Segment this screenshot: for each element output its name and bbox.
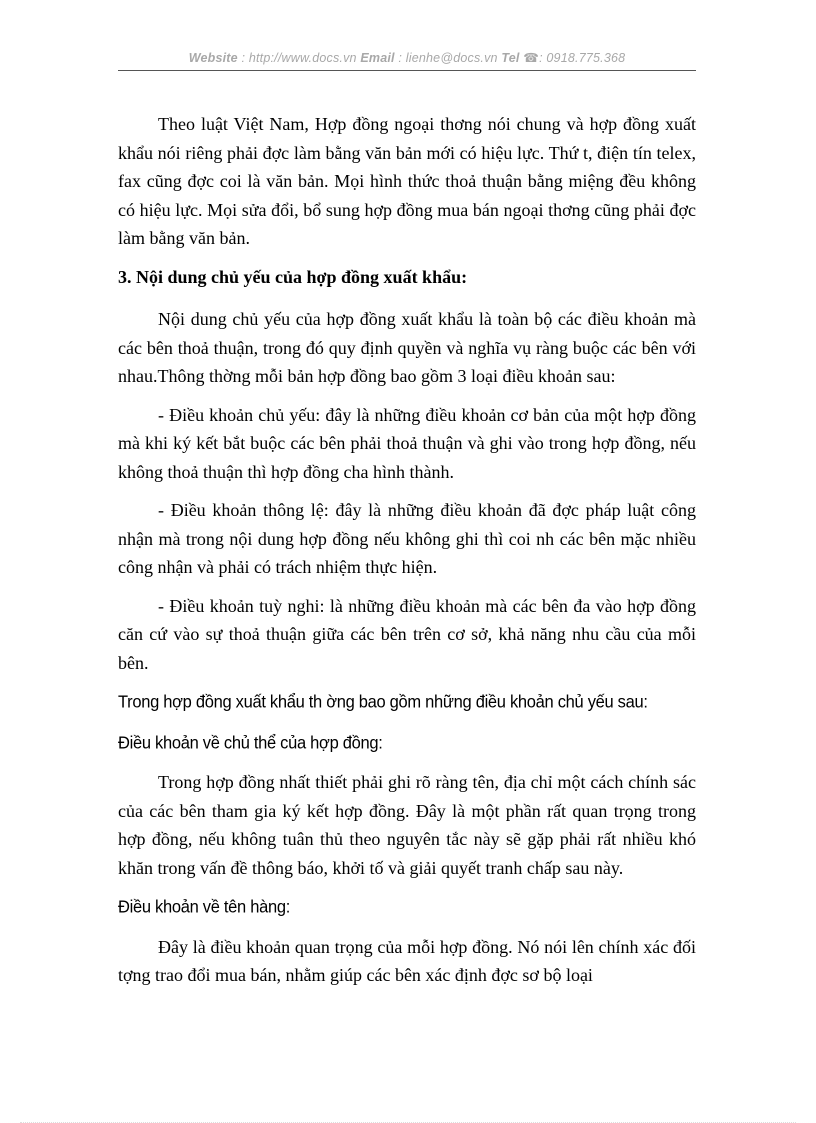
paragraph: Trong hợp đồng nhất thiết phải ghi rõ ràng tên, địa chỉ một cách chính sác của các bên tham gia ký kết hợp đồng. Đây là một phần rất quan trọng trong hợp đồng, nếu không tuân thủ theo nguyên tắc này sẽ gặp phải rất nhiều khó khăn trong vấn đề thông báo, khởi tố và giải quyết tranh chấp sau này. [118,772,696,878]
paragraph: Nội dung chủ yếu của hợp đồng xuất khẩu là toàn bộ các điều khoản mà các bên thoả thuận, trong đó quy định quyền và nghĩa vụ ràng buộc các bên với nhau.Thông thờng mỗi bản hợp đồng bao gồm 3 loại điều khoản sau: [118,309,696,386]
paragraph: - Điều khoản tuỳ nghi: là những điều khoản mà các bên đa vào hợp đồng căn cứ vào sự thoả thuận giữa các bên trên cơ sở, khả năng nhu cầu của mỗi bên. [118,595,696,673]
header-divider [118,70,696,71]
paragraph: - Điều khoản chủ yếu: đây là những điều khoản cơ bản của một hợp đồng mà khi ký kết bắt buộc các bên phải thoả thuận và ghi vào trong hợp đồng, nếu không thoả thuận thì hợp đồng cha hình thành. [118,404,696,482]
phone-icon: ☎ [523,51,540,65]
subsection-heading: Trong hợp đồng xuất khẩu th ờng bao gồm những điều khoản chủ yếu sau: [118,692,648,712]
tel-value: : 0918.775.368 [539,51,626,65]
subsection-heading: Điều khoản về chủ thể của hợp đồng: [118,732,383,753]
website-label: Website [188,51,238,65]
paragraph: - Điều khoản thông lệ: đây là những điều khoản đã đợc pháp luật công nhận mà trong nội dung hợp đồng nếu không ghi thì coi nh các bên mặc nhiều công nhận và phải có trách nhiệm thực hiện. [118,500,696,577]
email-value: : lienhe@docs.vn [398,51,498,65]
website-value: : http://www.docs.vn [241,51,357,65]
email-label: Email [360,51,395,65]
subsection-heading: Điều khoản về tên hàng: [118,897,290,917]
paragraph: Theo luật Việt Nam, Hợp đồng ngoại thơng nói chung và hợp đồng xuất khẩu nói riêng phải đợc làm bằng văn bản mới có hiệu lực. Thứ t, điện tín telex, fax cũng đợc coi là văn bản. Mọi hình thức thoả thuận bằng miệng đều không có hiệu lực. Mọi sửa đổi, bổ sung hợp đồng mua bán ngoại thơng cũng phải đợc làm bằng văn bản. [118,114,696,248]
section-heading: 3. Nội dung chủ yếu của hợp đồng xuất khẩu: [118,266,468,287]
page-header [118,50,696,65]
document-body [118,110,696,1000]
paragraph: Đây là điều khoản quan trọng của mỗi hợp đồng. Nó nói lên chính xác đối tợng trao đổi mua bán, nhằm giúp các bên xác định đợc sơ bộ loại [118,936,696,985]
tel-label: Tel [501,51,520,65]
